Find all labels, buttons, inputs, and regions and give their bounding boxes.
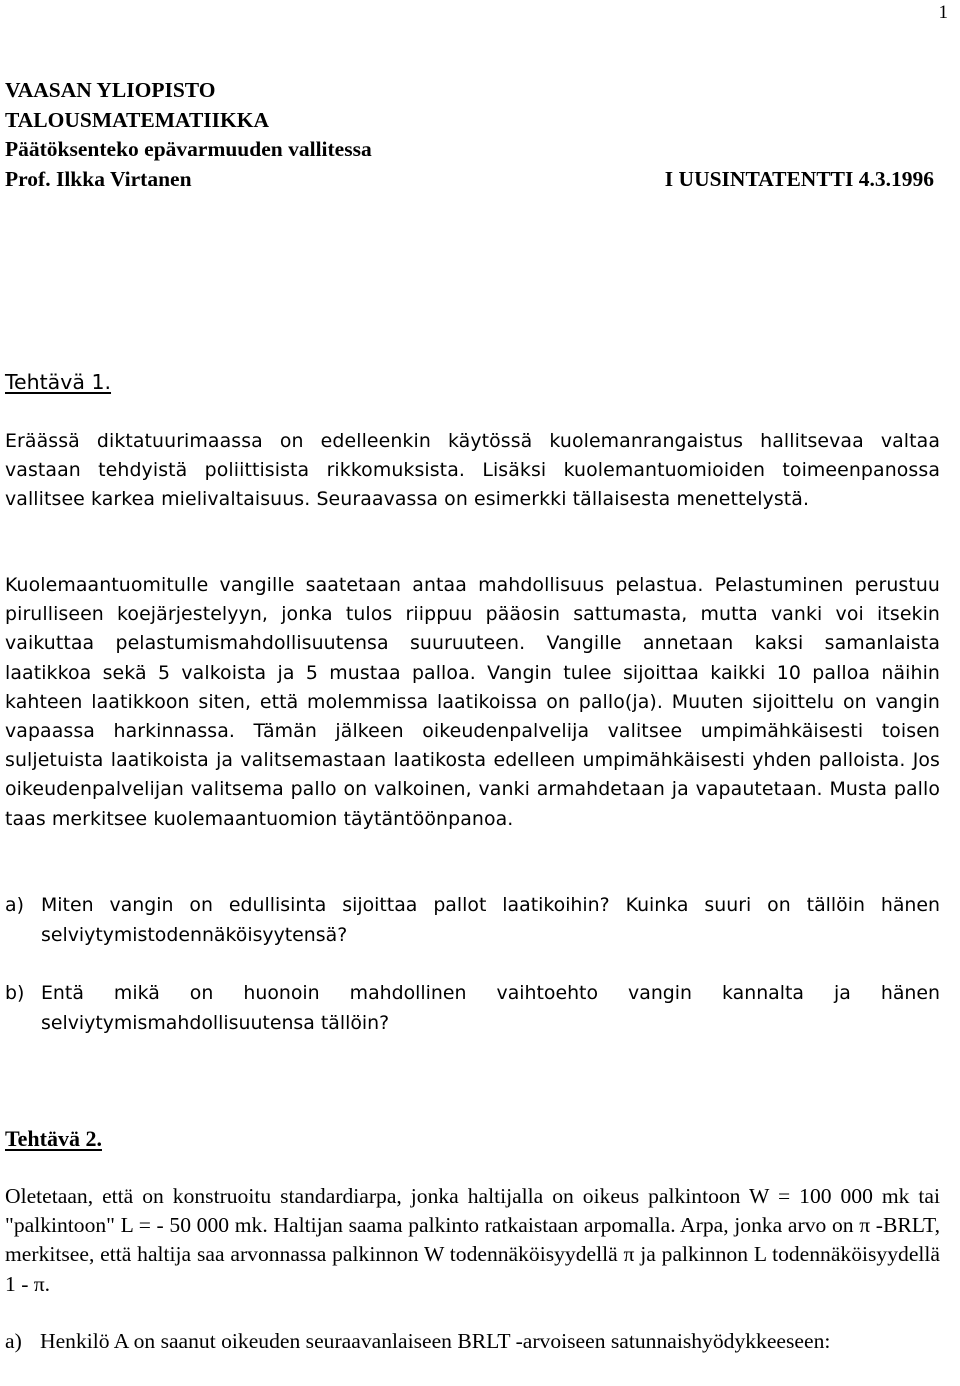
task2-paragraph: Oletetaan, että on konstruoitu standardiarpa, jonka haltijalla on oikeus palkintoon W = 100 000 mk tai "palkintoon" L = - 50 000 mk. Haltijan saama palkinto ratkaistaan arpomalla. Arpa, jonka arvo on π -BRLT, merkitsee, että haltija saa arvonnassa palkinnon W todennäköisyydellä π ja palkinnon L todennäköisyydellä 1 - π.	[5, 1184, 940, 1296]
task1-heading: Tehtävä 1.	[5, 370, 112, 394]
task2-question-a-label: a)	[5, 1329, 22, 1353]
header-author-row	[5, 165, 940, 195]
page-number: 1	[938, 2, 948, 23]
task2-question-a	[5, 1327, 940, 1357]
university-name: VAASAN YLIOPISTO	[5, 78, 216, 102]
task1-paragraph-rules: Kuolemaantuomitulle vangille saatetaan antaa mahdollisuus pelastua. Pelastuminen perustuu pirulliseen koejärjestelyyn, jonka tulos riippuu pääosin sattumasta, mutta vanki voi itsekin vaikuttaa pelastumismahdollisuutensa suuruuteen. Vangille annetaan kaksi samanlaista laatikkoa sekä 5 valkoista ja 5 mustaa palloa. Vangin tulee sijoittaa kaikki 10 palloa näihin kahteen laatikkoon siten, että molemmissa laatikoissa on pallo(ja). Muuten sijoittelu on vangin vapaassa harkinnassa. Tämän jälkeen oikeudenpalvelija valitsee umpimähkäisesti toisen suljetuista laatikoista ja valitsemastaan laatikosta edelleen umpimähkäisesti yhden palloista. Jos oikeudenpalvelijan valitsema pallo on valkoinen, vanki armahdetaan ja vapautetaan. Musta pallo taas merkitsee kuolemaantuomion täytäntöönpanoa.	[5, 574, 940, 830]
question-b-label: b)	[5, 982, 25, 1004]
task2-question-a-text: Henkilö A on saanut oikeuden seuraavanlaiseen BRLT -arvoiseen satunnaishyödykkeeseen:	[40, 1329, 831, 1353]
question-b-text: Entä mikä on huonoin mahdollinen vaihtoehto vangin kannalta ja hänen selviytymismahdollisuutensa tällöin?	[41, 982, 940, 1034]
author: Prof. Ilkka Virtanen	[5, 166, 192, 191]
question-a-text: Miten vangin on edullisinta sijoittaa pallot laatikoihin? Kuinka suuri on tällöin hänen selviytymistodennäköisyytensä?	[41, 894, 940, 946]
course-subtitle: Päätöksenteko epävarmuuden vallitessa	[5, 137, 372, 161]
exam-title: I UUSINTATENTTI 4.3.1996	[664, 166, 934, 191]
task1-paragraph-intro: Eräässä diktatuurimaassa on edelleenkin käytössä kuolemanrangaistus hallitsevaa valtaa vastaan tehdyistä poliittisista rikkomuksista. Lisäksi kuolemantuomioiden toimeenpanossa vallitsee karkea mielivaltaisuus. Seuraavassa on esimerkki tällaisesta menettelystä.	[5, 430, 940, 511]
question-a-label: a)	[5, 894, 24, 916]
course-name: TALOUSMATEMATIIKKA	[5, 107, 269, 132]
task1-question-b	[5, 979, 940, 1038]
task2-heading: Tehtävä 2.	[5, 1126, 102, 1151]
document-header	[5, 76, 940, 194]
task1-question-a	[5, 891, 940, 950]
